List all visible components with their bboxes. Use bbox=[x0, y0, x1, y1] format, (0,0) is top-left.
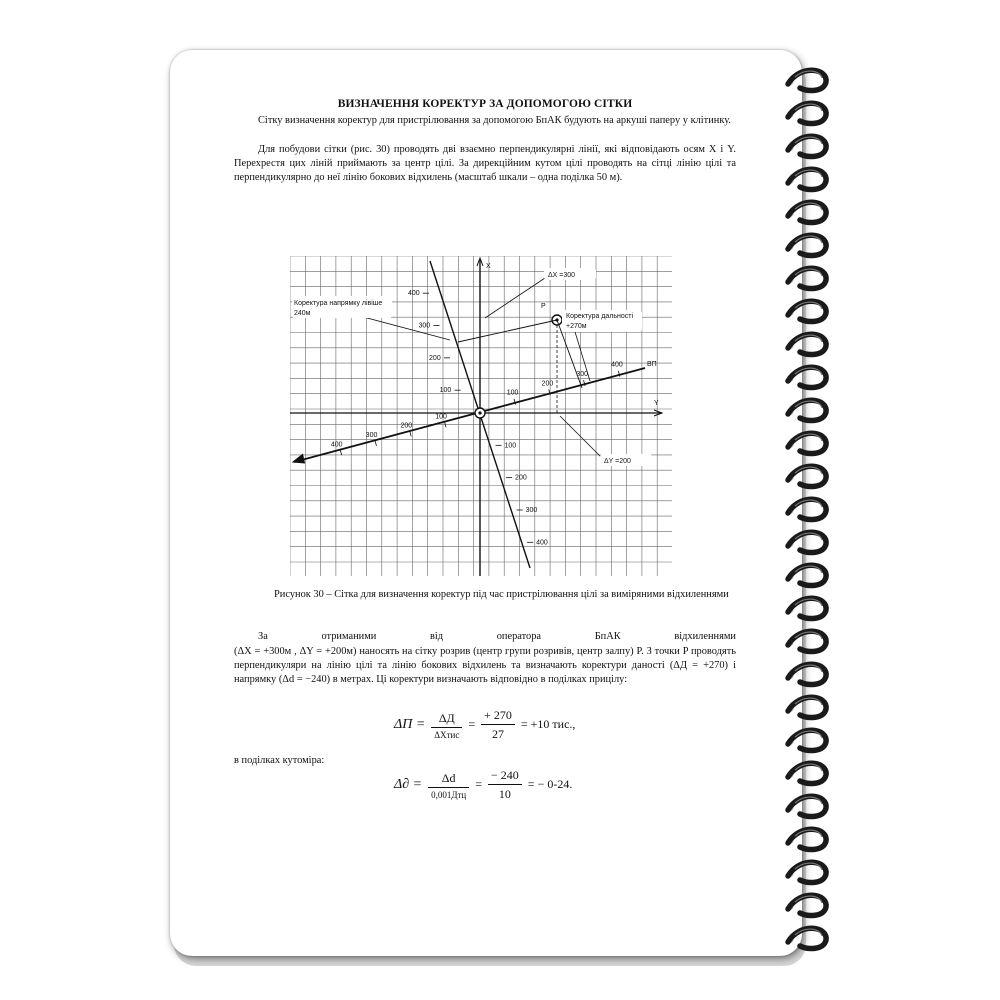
formula2-frac2-num: − 240 bbox=[488, 768, 522, 785]
target-tick-neg-label: 300 bbox=[365, 431, 378, 439]
formula1-frac2-num: + 270 bbox=[481, 708, 515, 725]
delta-x-annotation: ΔX =300 bbox=[548, 272, 576, 279]
y-axis-label: Y bbox=[654, 400, 659, 407]
paragraph-2: Для побудови сітки (рис. 30) проводять дві взаємно перпендикулярні лінії, які відповідають осям X і Y. Перехрестя цих ліній приймають за центр цілі. За дирекційним кутом цілі проводять на сітці лінію цілі та перпендикулярно до неї лінію бокових відхилень (масштаб шкали – одна поділка 50 м). bbox=[234, 144, 736, 183]
perpendicular-to-lateral-line bbox=[458, 320, 557, 342]
formula1-eq: = bbox=[468, 716, 476, 731]
burst-point-label: P bbox=[541, 303, 546, 310]
formula1-lhs: ΔП = bbox=[394, 716, 426, 732]
target-tick-neg-label: 100 bbox=[435, 413, 447, 421]
target-tick-neg-label: 200 bbox=[400, 422, 413, 430]
notebook bbox=[170, 50, 802, 960]
formula2-frac1-den: 0,001Дтц bbox=[431, 789, 467, 800]
formula1-frac1-num: ΔД bbox=[431, 711, 462, 728]
delta-y-leader bbox=[560, 416, 605, 461]
correction-grid-figure bbox=[290, 256, 672, 576]
target-tick-label: 400 bbox=[611, 361, 623, 369]
formula1-frac2-den: 27 bbox=[491, 727, 504, 741]
delta-y-annotation: ΔY =200 bbox=[604, 458, 631, 465]
formula2-lhs: Δ∂ = bbox=[394, 776, 423, 792]
formula2-eq: = bbox=[475, 776, 483, 791]
lateral-tick-down-label: 200 bbox=[515, 474, 527, 482]
target-tick-label: 200 bbox=[541, 380, 554, 388]
formula2-frac2-den: 10 bbox=[498, 787, 511, 801]
page-heading: ВИЗНАЧЕННЯ КОРЕКТУР ЗА ДОПОМОГОЮ СІТКИ bbox=[337, 98, 633, 110]
figure-caption: Рисунок 30 – Сітка для визначення коректур під час пристрілювання цілі за виміряними відхиленнями bbox=[274, 589, 729, 600]
formula1-frac1-den: ΔXтис bbox=[434, 729, 460, 740]
lateral-tick-label: 400 bbox=[407, 290, 420, 298]
paragraph-4: в поділках кутоміра: bbox=[234, 755, 325, 766]
target-line-label: ВП bbox=[647, 361, 657, 368]
formula2-fraction-2 bbox=[488, 768, 522, 802]
notebook-page bbox=[170, 50, 802, 956]
direction-annotation-value: 240м bbox=[294, 310, 311, 317]
x-axis-label: X bbox=[486, 263, 491, 270]
lateral-tick-label: 300 bbox=[418, 322, 431, 330]
direction-annotation: Коректура напрямку лівіше bbox=[294, 300, 383, 307]
target-center-dot bbox=[478, 411, 481, 414]
lateral-tick-label: 200 bbox=[429, 354, 441, 362]
lateral-tick-down-label: 100 bbox=[504, 442, 517, 450]
paragraph-1: Сітку визначення коректур для пристрілювання за допомогою БпАК будують на аркуші паперу у клітинку. bbox=[258, 115, 731, 126]
range-annotation: Коректура дальності bbox=[566, 313, 634, 320]
paragraph-3-first-line: За отриманими від оператора БпАК відхиленнями bbox=[258, 631, 736, 642]
delta-x-leader bbox=[485, 276, 548, 318]
formula1-fraction-1 bbox=[431, 711, 462, 740]
range-annotation-value: +270м bbox=[566, 323, 587, 330]
lateral-tick-down-label: 300 bbox=[525, 506, 538, 514]
target-line-arrow bbox=[293, 454, 305, 463]
target-tick-neg-label: 400 bbox=[330, 441, 343, 449]
formula-sight-correction bbox=[394, 708, 575, 742]
formula1-fraction-2 bbox=[481, 708, 515, 742]
formula1-result: = +10 тис., bbox=[520, 716, 576, 731]
lateral-tick-down-label: 400 bbox=[536, 539, 548, 547]
paragraph-3-body: (ΔX = +300м , ΔY = +200м) наносять на сітку розрив (центр групи розривів, центр залпу) P. З точки P проводять перпендикуляри на лінію цілі та лінію бокових відхилень та визначають коректури даності (ΔД = +270) і напрямку (Δd = −240) в метрах. Ці коректури визначають відповідно в поділках прицілу: bbox=[234, 646, 736, 685]
formula2-result: = − 0-24. bbox=[527, 776, 573, 791]
lateral-tick-label: 100 bbox=[439, 387, 452, 395]
formula2-fraction-1 bbox=[428, 771, 469, 800]
formula2-frac1-num: Δd bbox=[428, 771, 469, 788]
target-tick-label: 300 bbox=[576, 371, 589, 379]
formula-angle-correction bbox=[394, 768, 572, 802]
correction-grid-svg bbox=[290, 256, 672, 576]
target-tick-label: 100 bbox=[506, 389, 519, 397]
